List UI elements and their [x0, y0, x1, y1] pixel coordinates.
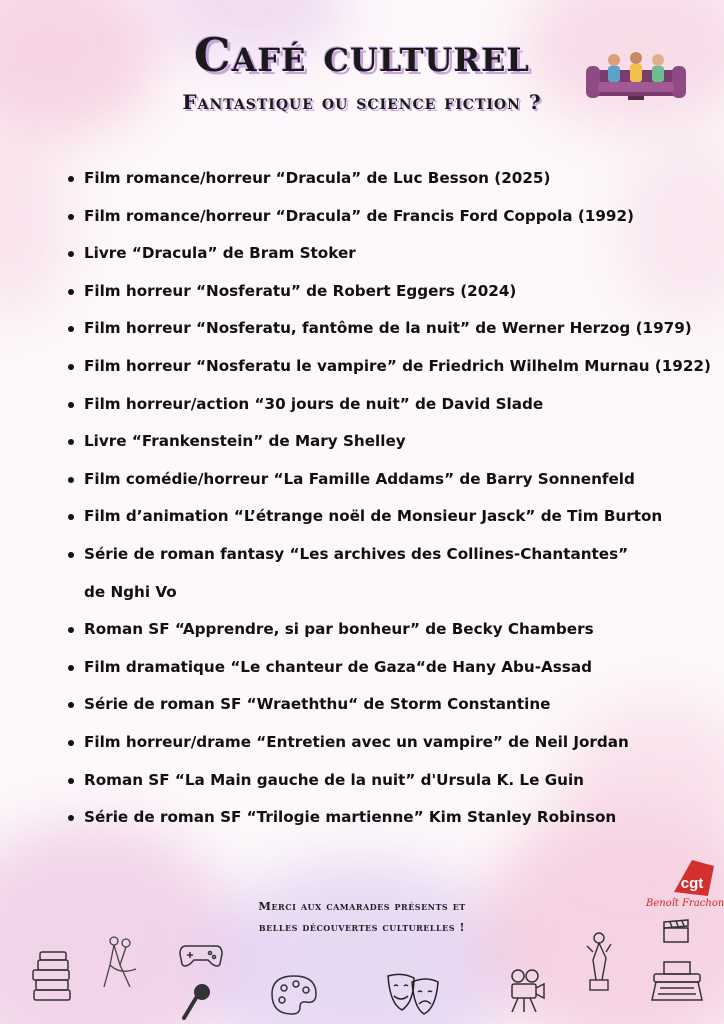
film-camera-icon [506, 968, 546, 1012]
palette-icon [268, 972, 320, 1016]
thanks-line: belles découvertes culturelles ! [258, 920, 466, 934]
dancers-icon [100, 935, 140, 991]
page-subtitle: Fantastique ou science fiction ? [182, 90, 542, 114]
list-item: Roman SF “La Main gauche de la nuit” d'Ursula K. Le Guin [68, 762, 688, 800]
list-item: Film comédie/horreur “La Famille Addams” de Barry Sonnenfeld [68, 461, 688, 499]
list-item: Série de roman fantasy “Les archives des Collines-Chantantes” de Nghi Vo [68, 536, 644, 611]
list-item: Série de roman SF “Trilogie martienne” Kim Stanley Robinson [68, 799, 688, 837]
gamepad-icon [178, 940, 224, 970]
list-item: Livre “Frankenstein” de Mary Shelley [68, 423, 688, 461]
statue-icon [584, 930, 614, 994]
typewriter-icon [650, 960, 704, 1004]
list-item: Film horreur “Nosferatu” de Robert Eggers (2024) [68, 273, 688, 311]
thanks-line: Merci aux camarades présents et [258, 899, 466, 913]
page-title: Café culturel [193, 28, 531, 82]
list-item: Roman SF “Apprendre, si par bonheur” de Becky Chambers [68, 611, 688, 649]
list-item: Film d’animation “L’étrange noël de Monsieur Jasck” de Tim Burton [68, 498, 688, 536]
list-item: Film romance/horreur “Dracula” de Luc Besson (2025) [68, 160, 688, 198]
books-icon [30, 950, 74, 1004]
clapperboard-icon [662, 918, 690, 944]
microphone-icon [180, 982, 214, 1022]
list-item: Film horreur/action “30 jours de nuit” de David Slade [68, 386, 688, 424]
list-item: Film horreur/drame “Entretien avec un vampire” de Neil Jordan [68, 724, 688, 762]
thanks-message [180, 896, 544, 938]
recommendations-list [68, 160, 711, 837]
list-item: Film dramatique “Le chanteur de Gaza“de Hany Abu-Assad [68, 649, 688, 687]
list-item: Livre “Dracula” de Bram Stoker [68, 235, 688, 273]
cgt-logo [668, 858, 716, 898]
list-item: Série de roman SF “Wraeththu“ de Storm Constantine [68, 686, 688, 724]
list-item: Film romance/horreur “Dracula” de Francis Ford Coppola (1992) [68, 198, 688, 236]
list-item: Film horreur “Nosferatu le vampire” de Friedrich Wilhelm Murnau (1922) [68, 348, 688, 386]
cgt-logo-icon [668, 858, 716, 898]
svg-text:cgt: cgt [680, 875, 704, 892]
theater-masks-icon [384, 972, 442, 1016]
sofa-friends-illustration [586, 46, 686, 102]
logo-caption: Benoît Frachon [646, 898, 724, 909]
list-item: Film horreur “Nosferatu, fantôme de la nuit” de Werner Herzog (1979) [68, 310, 688, 348]
